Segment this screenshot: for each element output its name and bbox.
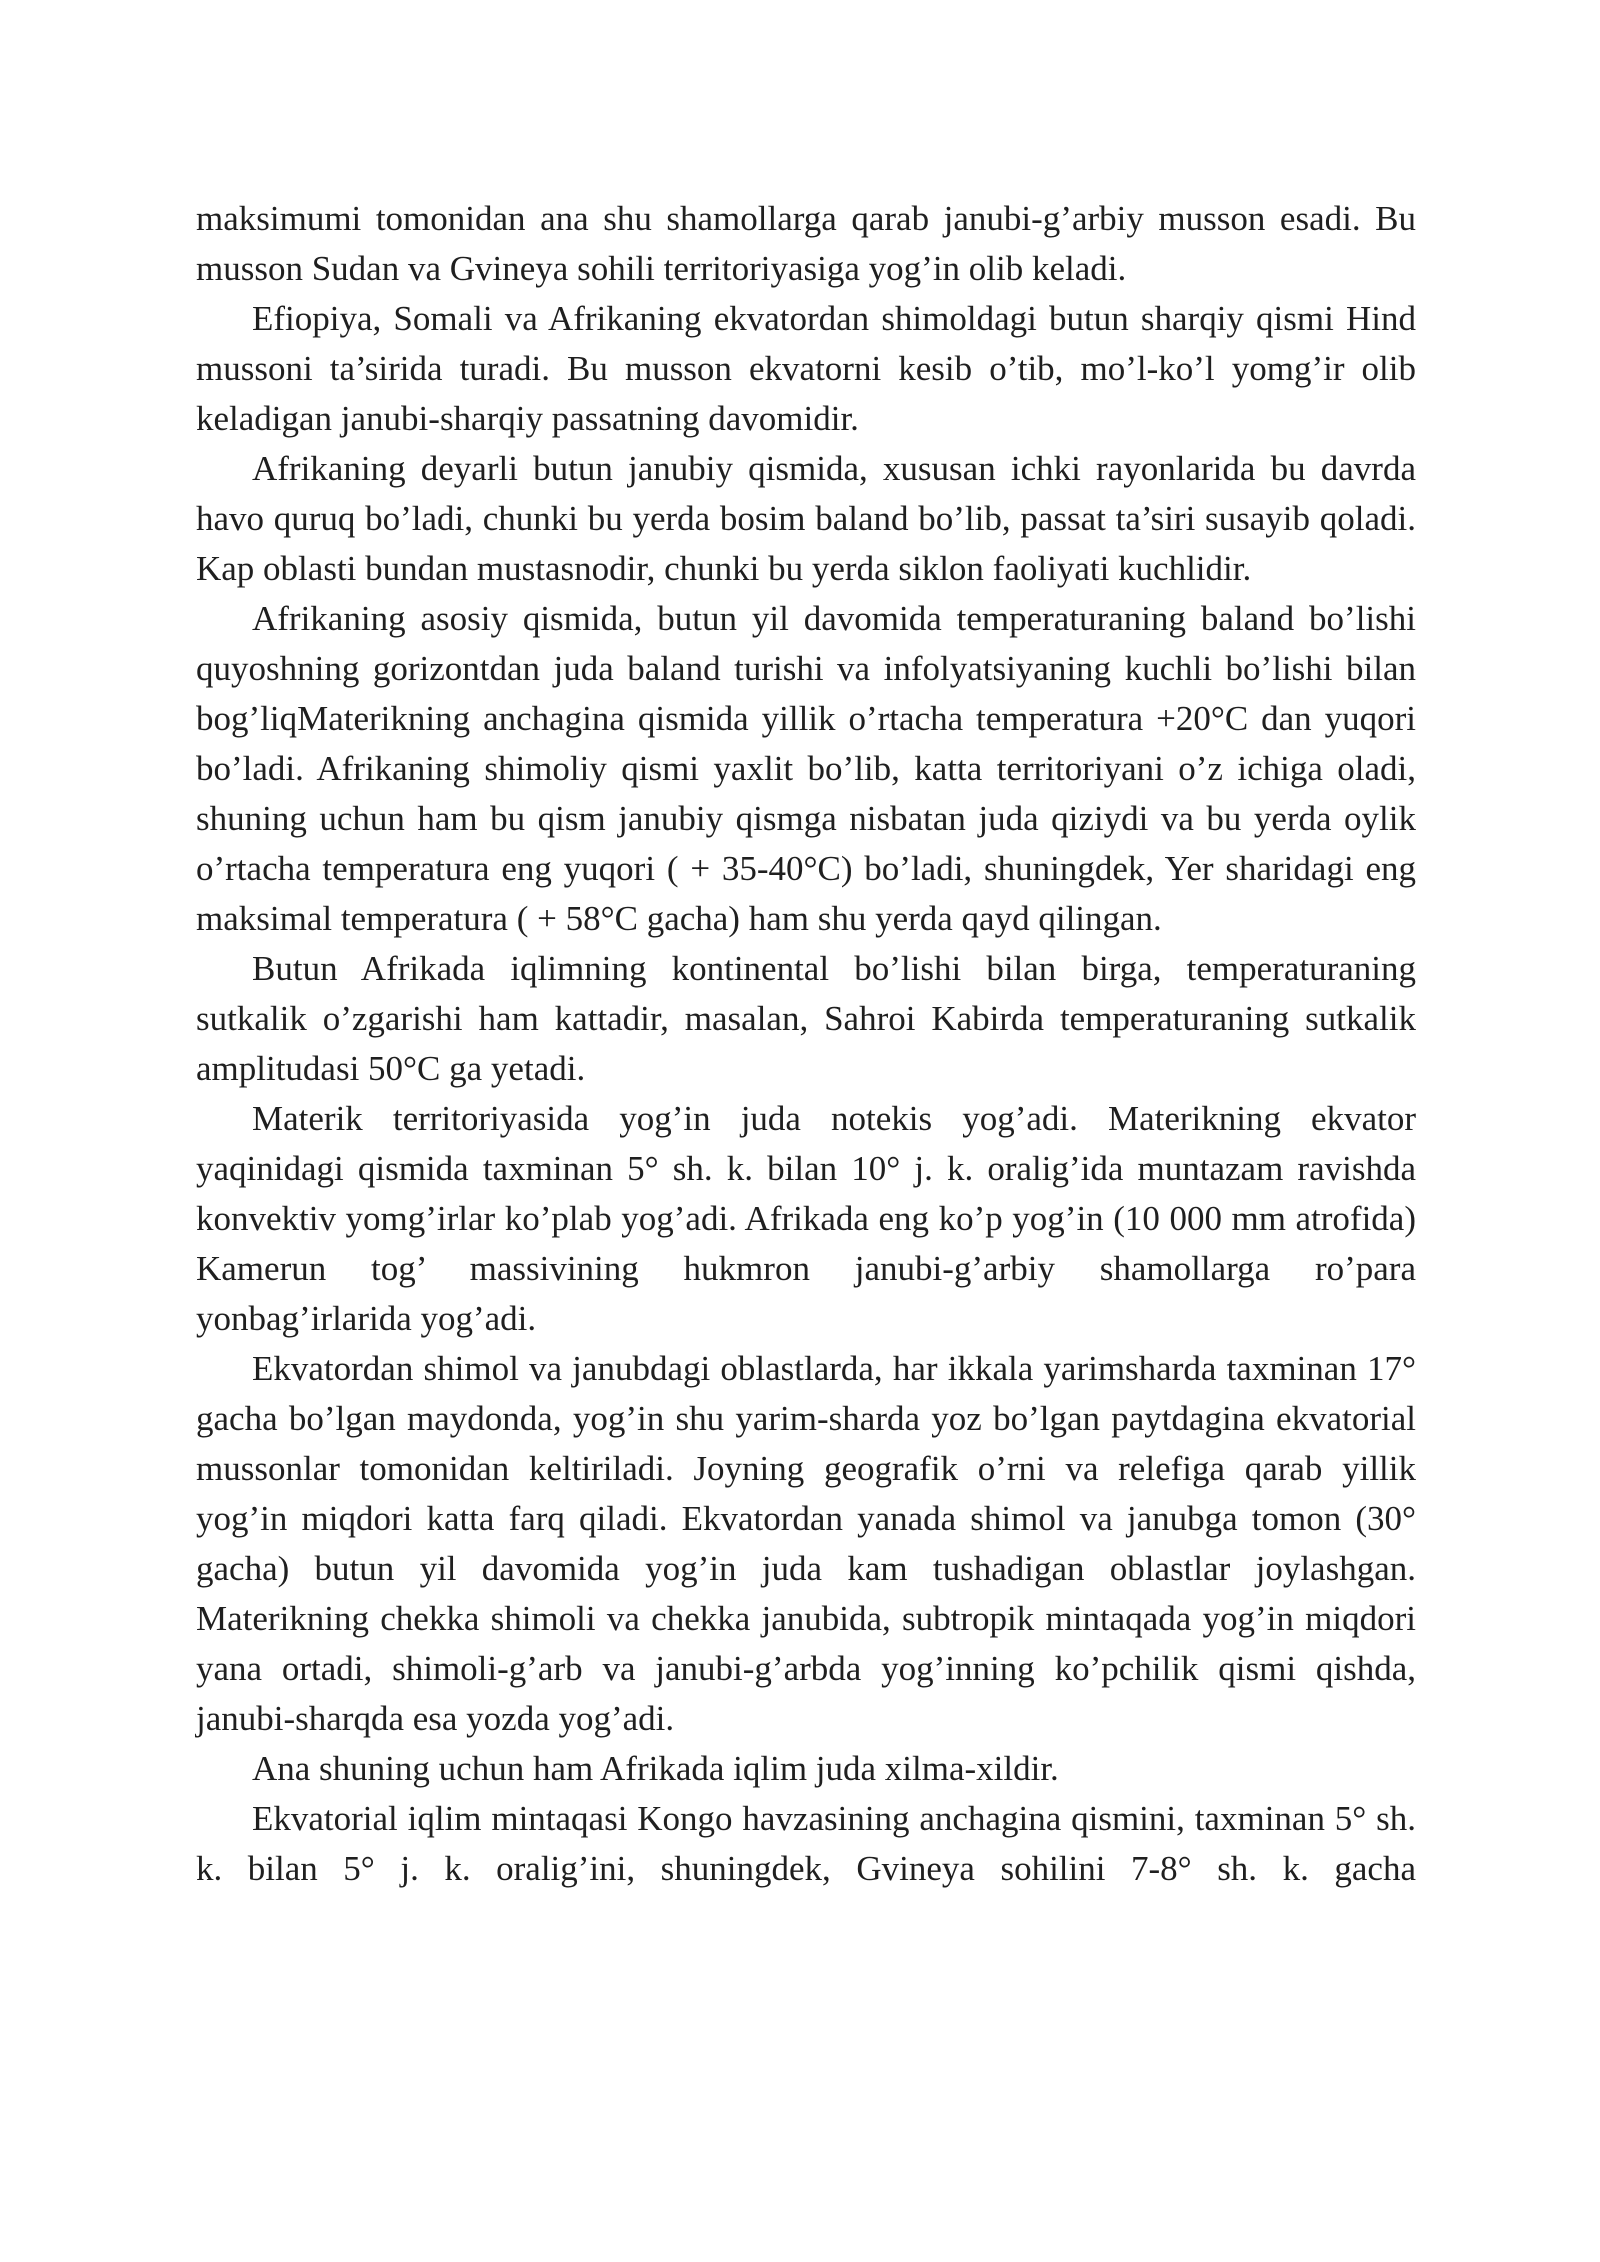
- document-page: [196, 194, 1416, 1894]
- paragraph-5: Butun Afrikada iqlimning kontinental bo’lishi bilan birga, temperaturaning sutkalik o’zgarishi ham kattadir, masalan, Sahroi Kabirda temperaturaning sutkalik amplitudasi 50°C ga yetadi.: [196, 949, 1416, 1088]
- paragraph-7: Ekvatordan shimol va janubdagi oblastlarda, har ikkala yarimsharda taxminan 17° gacha bo’lgan maydonda, yog’in shu yarim-sharda yoz bo’lgan paytdagina ekvatorial mussonlar tomonidan keltiriladi. Joyning geografik o’rni va relefiga qarab yillik yog’in miqdori katta farq qiladi. Ekvatordan yanada shimol va janubga tomon (30° gacha) butun yil davomida yog’in juda kam tushadigan oblastlar joylashgan. Materikning chekka shimoli va chekka janubida, subtropik mintaqada yog’in miqdori yana ortadi, shimoli-g’arb va janubi-g’arbda yog’inning ko’pchilik qismi qishda, janubi-sharqda esa yozda yog’adi.: [196, 1349, 1416, 1738]
- paragraph-1: maksimumi tomonidan ana shu shamollarga qarab janubi-g’arbiy musson esadi. Bu musson Sudan va Gvineya sohili territoriyasiga yog’in olib keladi.: [196, 199, 1416, 288]
- paragraph-4: Afrikaning asosiy qismida, butun yil davomida temperaturaning baland bo’lishi quyoshning gorizontdan juda baland turishi va infolyatsiyaning kuchli bo’lishi bilan bog’liqMaterikning anchagina qismida yillik o’rtacha temperatura +20°C dan yuqori bo’ladi. Afrikaning shimoliy qismi yaxlit bo’lib, katta territoriyani o’z ichiga oladi, shuning uchun ham bu qism janubiy qismga nisbatan juda qiziydi va bu yerda oylik o’rtacha temperatura eng yuqori ( + 35-40°C) bo’ladi, shuningdek, Yer sharidagi eng maksimal temperatura ( + 58°C gacha) ham shu yerda qayd qilingan.: [196, 599, 1416, 938]
- paragraph-9: Ekvatorial iqlim mintaqasi Kongo havzasining anchagina qismini, taxminan 5° sh. k. bilan 5° j. k. oralig’ini, shuningdek, Gvineya sohilini 7-8° sh. k. gacha: [196, 1799, 1416, 1888]
- paragraph-2: Efiopiya, Somali va Afrikaning ekvatordan shimoldagi butun sharqiy qismi Hind mussoni ta’sirida turadi. Bu musson ekvatorni kesib o’tib, mo’l-ko’l yomg’ir olib keladigan janubi-sharqiy passatning davomidir.: [196, 299, 1416, 438]
- paragraph-6: Materik territoriyasida yog’in juda notekis yog’adi. Materikning ekvator yaqinidagi qismida taxminan 5° sh. k. bilan 10° j. k. oralig’ida muntazam ravishda konvektiv yomg’irlar ko’plab yog’adi. Afrikada eng ko’p yog’in (10 000 mm atrofida) Kamerun tog’ massivining hukmron janubi-g’arbiy shamollarga ro’para yonbag’irlarida yog’adi.: [196, 1099, 1416, 1338]
- paragraph-3: Afrikaning deyarli butun janubiy qismida, xususan ichki rayonlarida bu davrda havo quruq bo’ladi, chunki bu yerda bosim baland bo’lib, passat ta’siri susayib qoladi. Kap oblasti bundan mustasnodir, chunki bu yerda siklon faoliyati kuchlidir.: [196, 449, 1416, 588]
- paragraph-8: Ana shuning uchun ham Afrikada iqlim juda xilma-xildir.: [252, 1749, 1059, 1788]
